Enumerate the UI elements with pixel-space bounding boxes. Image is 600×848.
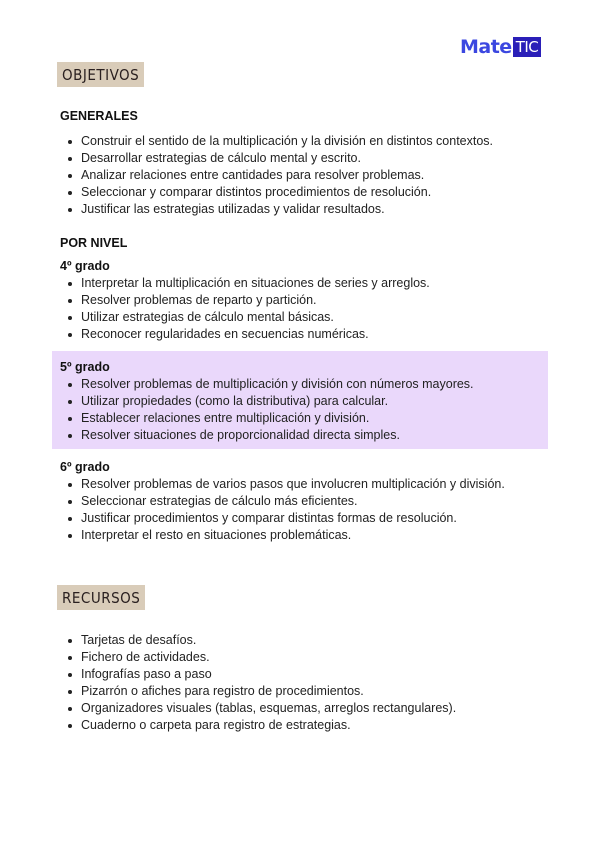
list-item: Interpretar la multiplicación en situaciones de series y arreglos.	[62, 275, 542, 292]
matetic-logo	[460, 36, 541, 58]
objetivos-heading: OBJETIVOS	[57, 62, 144, 87]
grade-5-label: 5º grado	[60, 360, 110, 374]
list-item: Infografías paso a paso	[62, 666, 542, 683]
list-item: Tarjetas de desafíos.	[62, 632, 542, 649]
recursos-list	[62, 632, 542, 734]
list-item: Seleccionar y comparar distintos procedimientos de resolución.	[62, 184, 542, 201]
list-item: Utilizar estrategias de cálculo mental básicas.	[62, 309, 542, 326]
list-item: Establecer relaciones entre multiplicación y división.	[62, 410, 542, 427]
list-item: Resolver situaciones de proporcionalidad directa simples.	[62, 427, 542, 444]
list-item: Construir el sentido de la multiplicación y la división en distintos contextos.	[62, 133, 542, 150]
grade-6-label: 6º grado	[60, 460, 110, 474]
list-item: Seleccionar estrategias de cálculo más eficientes.	[62, 493, 542, 510]
list-item: Justificar procedimientos y comparar distintas formas de resolución.	[62, 510, 542, 527]
list-item: Resolver problemas de reparto y partición.	[62, 292, 542, 309]
list-item: Reconocer regularidades en secuencias numéricas.	[62, 326, 542, 343]
por-nivel-subheading: POR NIVEL	[60, 236, 128, 250]
list-item: Justificar las estrategias utilizadas y validar resultados.	[62, 201, 542, 218]
recursos-heading: RECURSOS	[57, 585, 145, 610]
list-item: Interpretar el resto en situaciones problemáticas.	[62, 527, 542, 544]
grade-4-label: 4º grado	[60, 259, 110, 273]
list-item: Resolver problemas de varios pasos que involucren multiplicación y división.	[62, 476, 542, 493]
list-item: Organizadores visuales (tablas, esquemas, arreglos rectangulares).	[62, 700, 542, 717]
logo-mate-text: Mate	[460, 36, 512, 58]
list-item: Analizar relaciones entre cantidades para resolver problemas.	[62, 167, 542, 184]
generales-subheading: GENERALES	[60, 109, 138, 123]
list-item: Desarrollar estrategias de cálculo mental y escrito.	[62, 150, 542, 167]
list-item: Pizarrón o afiches para registro de procedimientos.	[62, 683, 542, 700]
list-item: Resolver problemas de multiplicación y división con números mayores.	[62, 376, 542, 393]
list-item: Utilizar propiedades (como la distributiva) para calcular.	[62, 393, 542, 410]
grade-5-list	[62, 376, 542, 444]
list-item: Cuaderno o carpeta para registro de estrategias.	[62, 717, 542, 734]
grade-6-list	[62, 476, 542, 544]
list-item: Fichero de actividades.	[62, 649, 542, 666]
grade-4-list	[62, 275, 542, 343]
generales-list	[62, 133, 542, 218]
logo-tic-text: TIC	[513, 37, 542, 57]
